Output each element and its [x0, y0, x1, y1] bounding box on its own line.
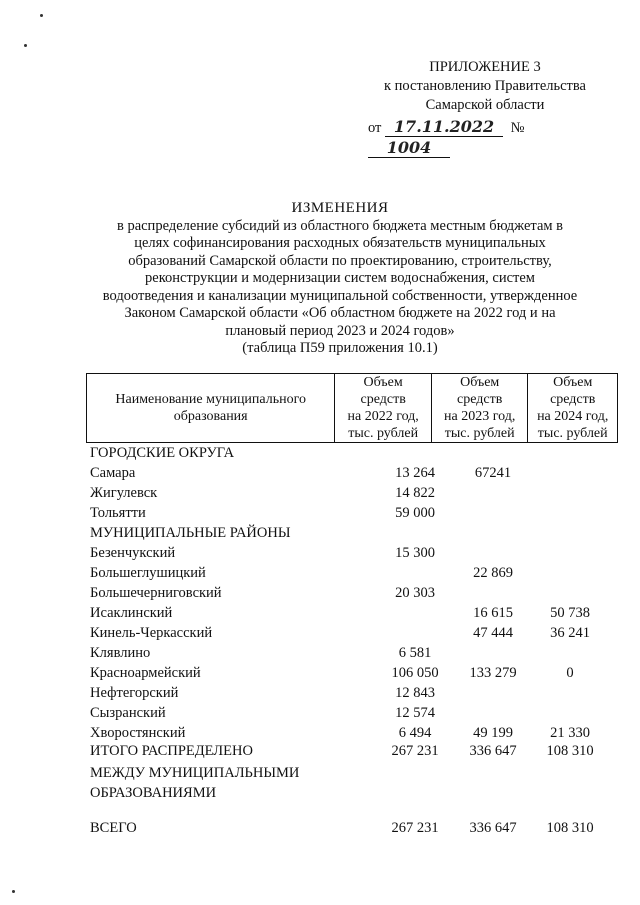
- title-line: образований Самарской области по проектированию, строительству,: [128, 252, 552, 269]
- header-2023: Объем средств на 2023 год, тыс. рублей: [431, 374, 528, 443]
- header-2024: Объем средств на 2024 год, тыс. рублей: [528, 374, 618, 443]
- table-row: Большечерниговский 20 303: [90, 585, 435, 601]
- table-row: Нефтегорский 12 843: [90, 685, 435, 701]
- title-line: целях софинансирования расходных обязательств муниципальных: [134, 235, 546, 251]
- scan-speck: [24, 44, 27, 47]
- table-row: Сызранский 12 574: [90, 705, 435, 721]
- appendix-block: [360, 58, 610, 159]
- title-line: плановый период 2023 и 2024 годов»: [225, 322, 455, 339]
- title-line: водоотведения и канализации муниципальной собственности, утвержденное: [102, 287, 578, 304]
- date-handwritten: 17.11.2022: [385, 117, 503, 137]
- header-name: Наименование муниципального образования: [87, 374, 335, 443]
- title-heading: ИЗМЕНЕНИЯ: [291, 200, 389, 216]
- scan-speck: [40, 14, 43, 17]
- appendix-number: ПРИЛОЖЕНИЕ 3: [429, 59, 541, 75]
- table-row: ОБРАЗОВАНИЯМИ: [90, 785, 217, 801]
- appendix-resolution: к постановлению Правительства: [384, 78, 586, 94]
- table-row-total: ВСЕГО 267 231 336 647 108 310: [90, 820, 594, 836]
- title-line: в распределение субсидий из областного бюджета местным бюджетам в: [116, 217, 564, 234]
- table-row: Исаклинский 16 615 50 738: [90, 605, 590, 621]
- document-title: [60, 200, 620, 358]
- title-line: Законом Самарской области «Об областном бюджете на 2022 год и на: [124, 305, 556, 321]
- table-row: Красноармейский 106 050 133 279 0: [90, 665, 574, 681]
- number-handwritten: 1004: [368, 138, 450, 158]
- appendix-region: Самарской области: [425, 97, 545, 113]
- table-row: Жигулевск 14 822: [90, 485, 435, 501]
- table-row: Клявлино 6 581: [90, 645, 432, 661]
- table-row: Кинель-Черкасский 47 444 36 241: [90, 625, 590, 641]
- table-row: Тольятти 59 000: [90, 505, 435, 521]
- table-row: МУНИЦИПАЛЬНЫЕ РАЙОНЫ: [90, 525, 291, 541]
- scan-speck: [12, 890, 15, 893]
- table-row: Самара 13 264 67241: [90, 465, 512, 481]
- table-row-subtotal: ИТОГО РАСПРЕДЕЛЕНО 267 231 336 647 108 310: [90, 743, 594, 759]
- title-line: (таблица П59 приложения 10.1): [242, 340, 438, 356]
- title-line: реконструкции и модернизации систем водоснабжения, систем: [145, 270, 535, 286]
- table-row: ГОРОДСКИЕ ОКРУГА: [90, 445, 235, 461]
- table-row: Большеглушицкий 22 869: [90, 565, 513, 581]
- table-row: МЕЖДУ МУНИЦИПАЛЬНЫМИ: [90, 765, 300, 781]
- appendix-date-line: [360, 117, 610, 159]
- table-row: Безенчукский 15 300: [90, 545, 435, 561]
- header-2022: Объем средств на 2022 год, тыс. рублей: [335, 374, 432, 443]
- table-header: [86, 373, 618, 443]
- table-row: Хворостянский 6 494 49 199 21 330: [90, 725, 590, 741]
- number-prefix: №: [510, 120, 525, 136]
- date-prefix: от: [368, 120, 382, 136]
